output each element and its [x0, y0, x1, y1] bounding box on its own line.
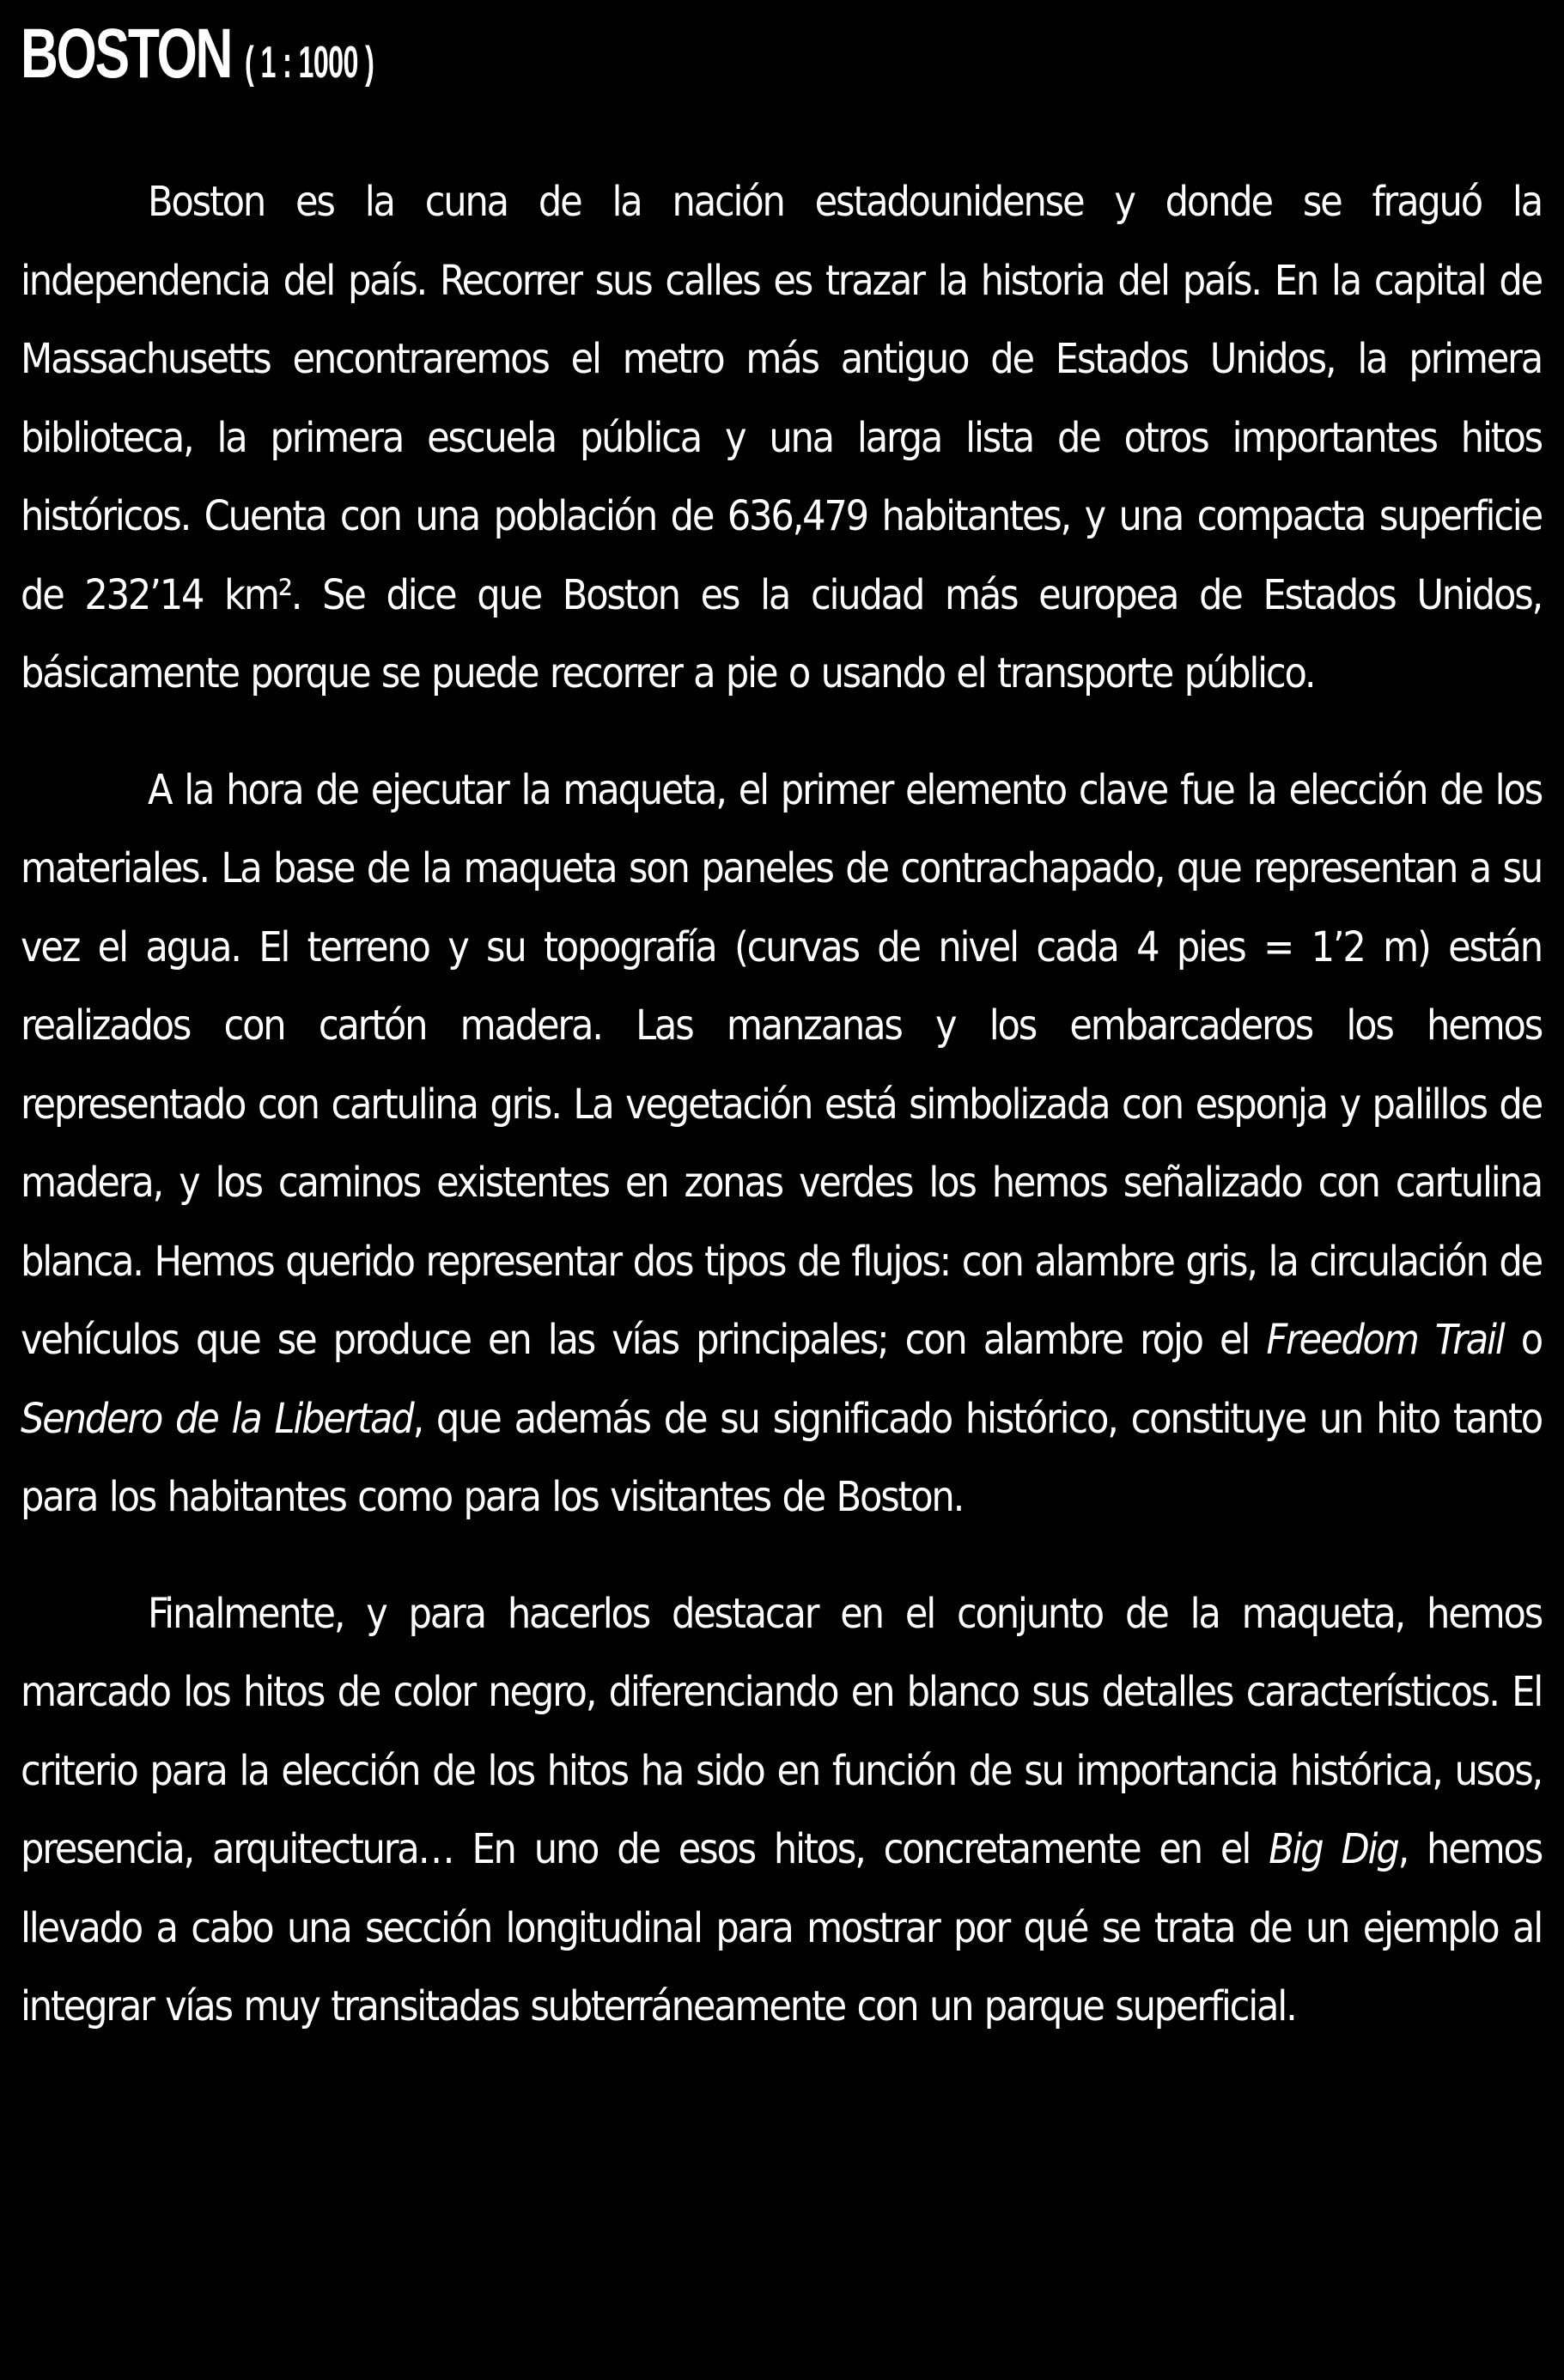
paragraph-2-text-3: , que además de su significado histórico, constituye un hito tanto para los habitantes como para los visitantes de Boston. — [21, 1394, 1542, 1521]
sendero-libertad-emphasis: Sendero de la Libertad — [21, 1394, 413, 1443]
page-title: BOSTON — [21, 15, 232, 93]
paragraph-3 — [21, 1575, 1542, 2047]
paragraph-2-text-1: A la hora de ejecutar la maqueta, el primer elemento clave fue la elección de los materiales. La base de la maqueta son paneles de contrachapado, que representan a su vez el agua. El terreno y su topografía (curvas de nivel cada 4 pies = 1’2 m) están realizados con cartón madera. Las manzanas y los embarcaderos los hemos representado con cartulina gris. La vegetación está simbolizada con esponja y palillos de madera, y los caminos existentes en zonas verdes los hemos señalizado con cartulina blanca. Hemos querido representar dos tipos de flujos: con alambre gris, la circulación de vehículos que se produce en las vías principales; con alambre rojo el — [21, 765, 1542, 1364]
scale-label: ( 1 : 1000 ) — [245, 38, 374, 88]
paragraph-2 — [21, 752, 1542, 1537]
big-dig-emphasis: Big Dig — [1269, 1825, 1398, 1873]
document-page — [21, 15, 1542, 2085]
title-row — [21, 15, 1542, 115]
paragraph-3-text-2: , hemos llevado a cabo una sección longitudinal para mostrar por qué se trata de un ejemplo al integrar vías muy transitadas subterráneamente con un parque superficial. — [21, 1825, 1542, 2030]
freedom-trail-emphasis: Freedom Trail — [1266, 1316, 1504, 1364]
paragraph-3-text-1: Finalmente, y para hacerlos destacar en el conjunto de la maqueta, hemos marcado los hitos de color negro, diferenciando en blanco sus detalles característicos. El criterio para la elección de los hitos ha sido en función de su importancia histórica, usos, presencia, arquitectura… En uno de esos hitos, concretamente en el — [21, 1589, 1542, 1873]
paragraph-1: Boston es la cuna de la nación estadounidense y donde se fraguó la independencia del país. Recorrer sus calles es trazar la historia del país. En la capital de Massachusetts encontraremos el metro más antiguo de Estados Unidos, la primera biblioteca, la primera escuela pública y una larga lista de otros importantes hitos históricos. Cuenta con una población de 636,479 habitantes, y una compacta superficie de 232’14 km². Se dice que Boston es la ciudad más europea de Estados Unidos, básicamente porque se puede recorrer a pie o usando el transporte público. — [21, 178, 1542, 697]
paragraph-2-text-2: o — [1503, 1316, 1542, 1364]
